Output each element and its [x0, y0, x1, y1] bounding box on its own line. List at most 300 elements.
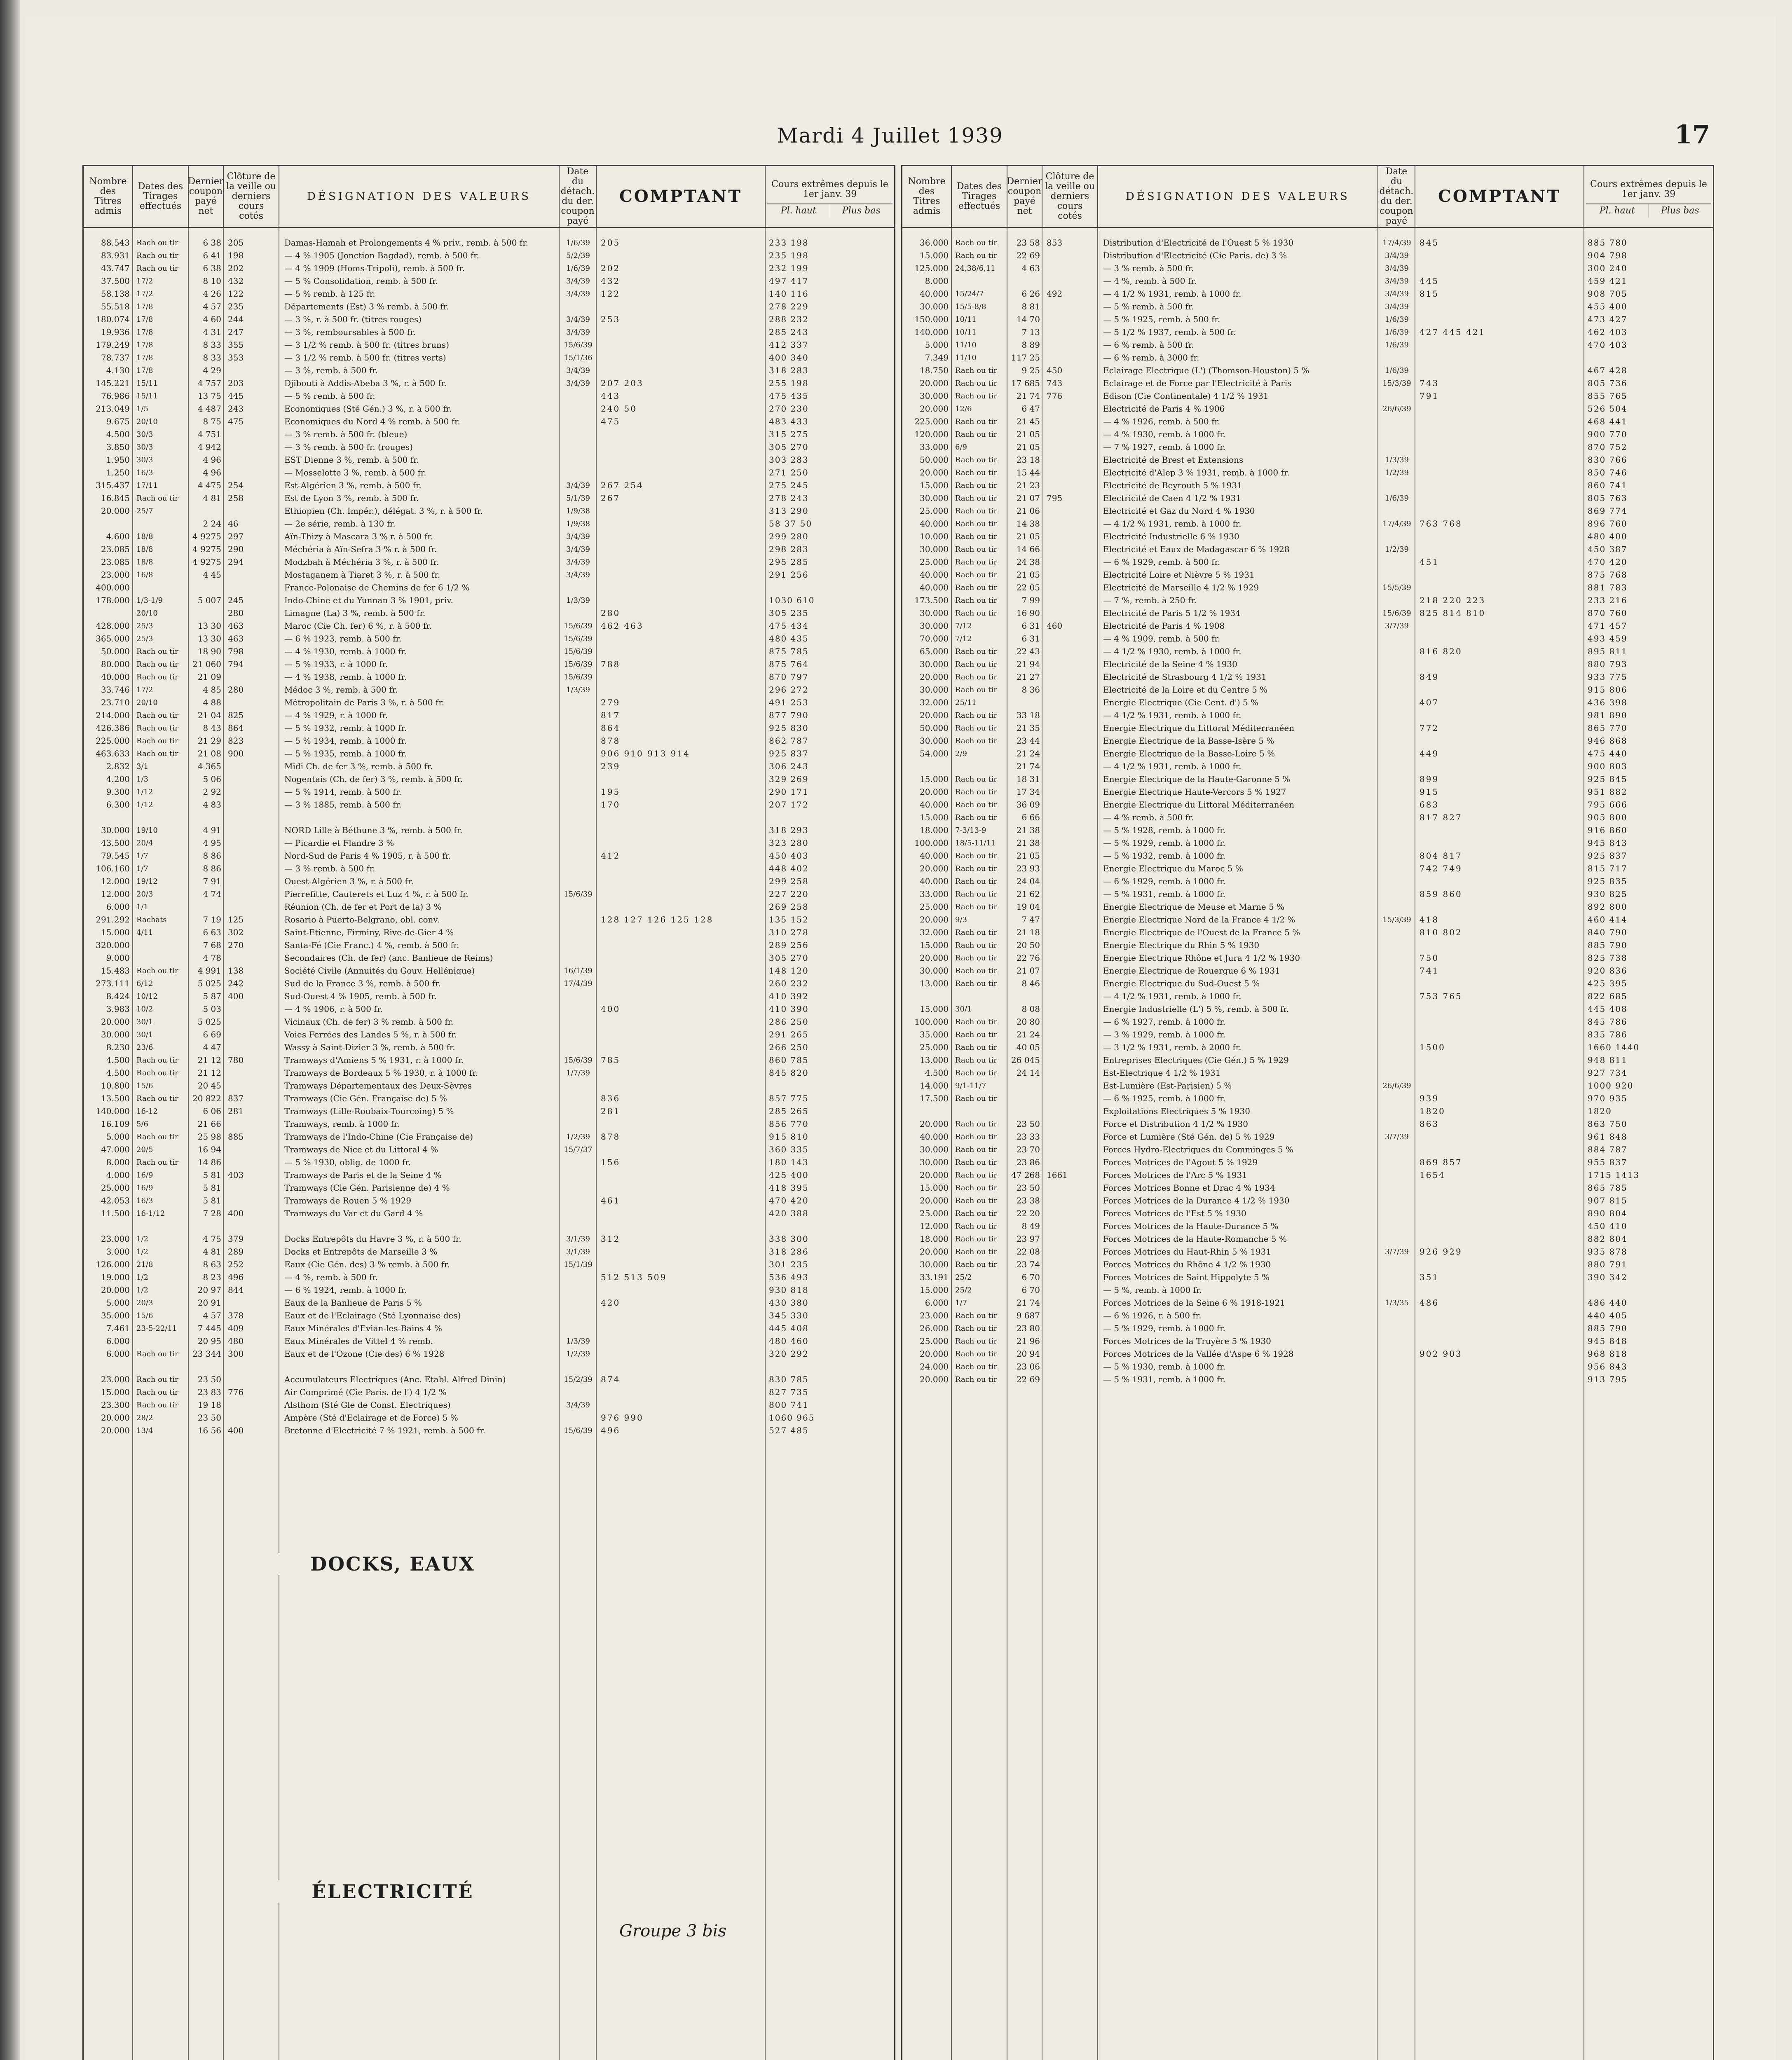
- cell-detach: [560, 1169, 597, 1182]
- cell-detach: [560, 1412, 597, 1424]
- table-row: [84, 620, 894, 632]
- cell-dates: 12/6: [955, 405, 972, 413]
- cell-designation: Docks et Entrepôts de Marseille 3 %: [284, 1247, 438, 1257]
- cell-extremes: 845 786: [1588, 1017, 1628, 1027]
- col-detach: Date du détach. du der. coupon payé: [1378, 166, 1415, 227]
- cell-coupon: 8 63: [203, 1259, 221, 1269]
- cell-extremes: 930 825: [1588, 889, 1628, 899]
- cell-detach: [1378, 1143, 1415, 1156]
- cell-extremes: 450 387: [1588, 544, 1628, 554]
- cell-designation: — 4 % 1929, r. à 1000 fr.: [284, 710, 388, 720]
- cell-cloture: 297: [228, 531, 244, 541]
- cell-designation: [279, 1220, 560, 1233]
- cell-detach: [1378, 747, 1415, 760]
- cell-comptant: 788: [601, 659, 621, 669]
- cell-coupon: 23 83: [197, 1387, 221, 1397]
- cell-extremes: 795 666: [1588, 800, 1628, 810]
- cell-comptant: 902 903: [1420, 1349, 1462, 1359]
- cell-dates: 17/2: [136, 686, 153, 694]
- cell-comptant: 312: [601, 1234, 621, 1244]
- cell-nombre: 179.249: [96, 340, 130, 350]
- cell-coupon: 8 49: [1021, 1221, 1040, 1231]
- cell-dates: Rach ou tir: [955, 903, 997, 911]
- cell-comptant: 836: [601, 1093, 621, 1103]
- cell-comptant: 420: [601, 1298, 621, 1308]
- cell-dates: Rach ou tir: [955, 430, 997, 439]
- col-nombre: Nombre des Titres admis: [902, 166, 952, 227]
- cell-dates: 11/10: [955, 353, 977, 362]
- cell-nombre: 30.000: [101, 825, 130, 835]
- cell-extremes: 233 198: [769, 238, 809, 248]
- cell-coupon: 6 47: [1021, 404, 1040, 414]
- cell-comptant: 122: [601, 289, 621, 299]
- cell-cloture: 300: [228, 1349, 244, 1359]
- cell-detach: [1378, 632, 1415, 645]
- cell-detach: 15/6/39: [564, 1056, 593, 1065]
- table-row: [902, 658, 1713, 671]
- cell-comptant: [1415, 1079, 1584, 1092]
- cell-detach: [560, 952, 597, 964]
- table-row: [84, 1003, 894, 1016]
- cell-cloture: [224, 760, 279, 773]
- cell-coupon: 21 24: [1016, 1030, 1040, 1039]
- cell-extremes: 925 830: [769, 723, 809, 733]
- cell-designation: Mostaganem à Tiaret 3 %, r. à 500 fr.: [284, 570, 440, 580]
- cell-coupon: 20 80: [1016, 1017, 1040, 1027]
- cell-detach: [1378, 1373, 1415, 1386]
- cell-detach: 1/3/39: [566, 596, 590, 605]
- cell-nombre: 30.000: [920, 302, 949, 311]
- cell-extremes: 480 400: [1588, 531, 1628, 541]
- cell-cloture: 780: [228, 1055, 244, 1065]
- table-row: [84, 1297, 894, 1309]
- table-row: [902, 1284, 1713, 1297]
- cell-comptant: [597, 1041, 766, 1054]
- cell-dates: Rach ou tir: [955, 979, 997, 988]
- cell-nombre: [902, 990, 952, 1003]
- cell-nombre: 100.000: [914, 1017, 949, 1027]
- col-dates: Dates des Tirages effectués: [952, 166, 1007, 227]
- cell-detach: [1378, 901, 1415, 913]
- cell-coupon: 22 76: [1016, 953, 1040, 963]
- cell-nombre: 33.000: [920, 442, 949, 452]
- col-plus-haut: Pl. haut: [767, 204, 830, 218]
- cell-detach: [1378, 1003, 1415, 1016]
- cell-extremes: 1000 920: [1588, 1081, 1634, 1091]
- table-row: [902, 249, 1713, 262]
- cell-nombre: 11.500: [101, 1208, 130, 1218]
- cell-designation: Aïn-Thizy à Mascara 3 % r. à 500 fr.: [284, 531, 433, 541]
- cell-coupon: 21 74: [1016, 1298, 1040, 1308]
- cell-extremes: 497 417: [769, 276, 809, 286]
- cell-comptant: [1415, 1309, 1584, 1322]
- cell-cloture: [1042, 607, 1098, 620]
- cell-cloture: 289: [228, 1247, 244, 1257]
- cell-coupon: 23 50: [197, 1413, 221, 1423]
- cell-detach: [1378, 1156, 1415, 1169]
- cell-dates: 13/4: [136, 1426, 153, 1435]
- cell-detach: [560, 1105, 597, 1118]
- table-row: [84, 466, 894, 479]
- cell-cloture: [1042, 875, 1098, 888]
- cell-designation: Forces Motrices du Haut-Rhin 5 % 1931: [1103, 1247, 1272, 1257]
- table-row: [902, 313, 1713, 326]
- cell-extremes: 315 275: [769, 429, 809, 439]
- cell-dates: Rach ou tir: [136, 1069, 178, 1077]
- cell-extremes: 275 245: [769, 480, 809, 490]
- cell-cloture: [224, 1067, 279, 1079]
- cell-cloture: [1042, 913, 1098, 926]
- cell-comptant: [597, 875, 766, 888]
- cell-nombre: 20.000: [920, 1247, 949, 1257]
- table-row: [84, 964, 894, 977]
- cell-cloture: [224, 875, 279, 888]
- cell-cloture: 776: [228, 1387, 244, 1397]
- cell-extremes: 915 810: [769, 1132, 809, 1142]
- cell-cloture: [224, 696, 279, 709]
- cell-extremes: 857 775: [769, 1093, 809, 1103]
- cell-designation: Energie Electrique Nord de la France 4 1/2 %: [1103, 915, 1295, 925]
- cell-cloture: [1042, 1348, 1098, 1360]
- cell-coupon: 4 942: [197, 442, 221, 452]
- cell-coupon: 4 47: [203, 1042, 221, 1052]
- table-row: [902, 339, 1713, 351]
- cell-extremes: 905 800: [1588, 812, 1628, 822]
- cell-dates: 15/11: [136, 392, 158, 400]
- cell-dates: Rach ou tir: [955, 1196, 997, 1205]
- cell-nombre: 12.000: [101, 889, 130, 899]
- table-row: [902, 517, 1713, 530]
- cell-detach: [560, 760, 597, 773]
- binding-gutter: [0, 0, 20, 2060]
- cell-dates: 20/10: [136, 417, 158, 426]
- cell-designation: Electricité et Eaux de Madagascar 6 % 1928: [1103, 544, 1290, 554]
- cell-detach: 3/4/39: [566, 277, 590, 286]
- cell-cloture: 122: [228, 289, 244, 299]
- cell-extremes: 425 395: [1588, 978, 1628, 988]
- table-row: [84, 581, 894, 594]
- cell-designation: Electricité de Beyrouth 5 % 1931: [1103, 480, 1242, 490]
- cell-extremes: 450 403: [769, 851, 809, 861]
- cell-comptant: [597, 939, 766, 952]
- cell-designation: — 5 % 1925, remb. à 500 fr.: [1103, 314, 1220, 324]
- cell-detach: 3/4/39: [566, 328, 590, 337]
- cell-extremes: 180 143: [769, 1157, 809, 1167]
- cell-extremes: 390 342: [1588, 1272, 1628, 1282]
- table-row: [84, 1322, 894, 1335]
- cell-designation: Rosario à Puerto-Belgrano, obl. conv.: [284, 915, 440, 925]
- cell-coupon: 22 05: [1016, 583, 1040, 592]
- cell-nombre: 6.000: [106, 1349, 130, 1359]
- cell-designation: Eclairage et de Force par l'Electricité à Paris: [1103, 378, 1292, 388]
- cell-extremes: 303 283: [769, 455, 809, 465]
- table-row: [84, 862, 894, 875]
- table-row: [84, 747, 894, 760]
- cell-extremes: 305 270: [769, 953, 809, 963]
- cell-nombre: 50.000: [920, 455, 949, 465]
- cell-cloture: [1042, 339, 1098, 351]
- cell-nombre: 120.000: [914, 429, 949, 439]
- cell-detach: [1378, 1360, 1415, 1373]
- table-row: [84, 1207, 894, 1220]
- cell-designation: Saint-Etienne, Firminy, Rive-de-Gier 4 %: [284, 927, 454, 937]
- cell-coupon: 13 30: [197, 621, 221, 631]
- cell-detach: 3/4/39: [1385, 290, 1409, 298]
- cell-detach: [1378, 415, 1415, 428]
- cell-designation: — 4 1/2 % 1930, remb. à 1000 fr.: [1103, 646, 1242, 656]
- cell-nombre: 20.000: [920, 672, 949, 682]
- cell-nombre: 9.675: [106, 417, 130, 426]
- cell-extremes: 880 793: [1588, 659, 1628, 669]
- table-row: [902, 364, 1713, 377]
- cell-designation: Edison (Cie Continentale) 4 1/2 % 1931: [1103, 391, 1269, 401]
- cell-coupon: 21 74: [1016, 391, 1040, 401]
- cell-comptant: [597, 466, 766, 479]
- cell-coupon: 19 18: [197, 1400, 221, 1410]
- cell-coupon: 23 18: [1016, 455, 1040, 465]
- cell-detach: 3/7/39: [1385, 1133, 1409, 1141]
- cell-coupon: 21 06: [1016, 506, 1040, 516]
- cell-cloture: [1042, 1271, 1098, 1284]
- cell-cloture: [1042, 709, 1098, 722]
- cell-detach: [1378, 1169, 1415, 1182]
- cell-extremes: 884 787: [1588, 1145, 1628, 1154]
- cell-extremes: 945 848: [1588, 1336, 1628, 1346]
- cell-detach: [1378, 1067, 1415, 1079]
- cell-designation: Bretonne d'Electricité 7 % 1921, remb. à 500 fr.: [284, 1426, 486, 1435]
- cell-cloture: [1042, 671, 1098, 684]
- cell-designation: Tramways du Var et du Gard 4 %: [284, 1208, 423, 1218]
- cell-detach: [560, 1003, 597, 1016]
- cell-coupon: 4 57: [203, 1311, 221, 1320]
- cell-nombre: 30.000: [920, 544, 949, 554]
- cell-extremes: 295 285: [769, 557, 809, 567]
- cell-designation: — 5 % remb. à 500 fr.: [284, 391, 375, 401]
- cell-extremes: 296 272: [769, 685, 809, 695]
- cell-designation: Force et Lumière (Sté Gén. de) 5 % 1929: [1103, 1132, 1275, 1142]
- cell-nombre: 30.000: [920, 621, 949, 631]
- cell-nombre: 50.000: [920, 723, 949, 733]
- cell-comptant: [597, 1182, 766, 1194]
- cell-detach: 1/2/39: [566, 1133, 590, 1141]
- cell-designation: — 5 % 1933, r. à 1000 fr.: [284, 659, 388, 669]
- cell-nombre: 18.000: [920, 825, 949, 835]
- cell-coupon: 4 31: [203, 327, 221, 337]
- cell-detach: [1378, 850, 1415, 862]
- cell-nombre: 23.300: [101, 1400, 130, 1410]
- cell-extremes: 875 785: [769, 646, 809, 656]
- cell-detach: 15/3/39: [1382, 915, 1411, 924]
- cell-dates: 3/1: [136, 762, 148, 771]
- cell-cloture: [1042, 837, 1098, 850]
- cell-cloture: [1042, 658, 1098, 671]
- cell-designation: — 5 % 1930, oblig. de 1000 fr.: [284, 1157, 411, 1167]
- cell-designation: Voies Ferrées des Landes 5 %, r. à 500 fr.: [284, 1030, 457, 1039]
- cell-coupon: 8 23: [203, 1272, 221, 1282]
- cell-coupon: 5 03: [203, 1004, 221, 1014]
- table-row: [902, 1194, 1713, 1207]
- cell-extremes: 310 278: [769, 927, 809, 937]
- cell-cloture: [1042, 403, 1098, 415]
- cell-nombre: 24.000: [920, 1362, 949, 1372]
- cell-comptant: 281: [601, 1106, 621, 1116]
- cell-dates: Rach ou tir: [955, 801, 997, 809]
- cell-nombre: 43.747: [101, 263, 130, 273]
- cell-dates: Rach ou tir: [955, 468, 997, 477]
- cell-extremes: 300 240: [1588, 263, 1628, 273]
- cell-cloture: [224, 1079, 279, 1092]
- cell-cloture: 244: [228, 314, 244, 324]
- cell-extremes: 822 685: [1588, 991, 1628, 1001]
- cell-comptant: [1415, 735, 1584, 747]
- cell-coupon: 21 27: [1016, 672, 1040, 682]
- cell-coupon: 4 9275: [192, 557, 221, 567]
- cell-cloture: 243: [228, 404, 244, 414]
- table-row: [902, 1054, 1713, 1067]
- table-row: [902, 722, 1713, 735]
- cell-designation: — 5 % 1931, remb. à 1000 fr.: [1103, 889, 1225, 899]
- cell-dates: Rach ou tir: [955, 788, 997, 796]
- cell-designation: Distribution d'Electricité (Cie Paris. de) 3 %: [1103, 250, 1287, 260]
- cell-dates: Rach ou tir: [955, 417, 997, 426]
- cell-dates: 30/3: [136, 430, 153, 439]
- cell-designation: Ethiopien (Ch. Impér.), délégat. 3 %, r. à 500 fr.: [284, 506, 483, 516]
- cell-coupon: [189, 581, 224, 594]
- cell-extremes: 425 400: [769, 1170, 809, 1180]
- cell-extremes: 318 293: [769, 825, 809, 835]
- cell-cloture: 496: [228, 1272, 244, 1282]
- cell-dates: Rach ou tir: [955, 1171, 997, 1180]
- cell-coupon: 4 9275: [192, 544, 221, 554]
- cell-comptant: [1415, 1182, 1584, 1194]
- cell-nombre: 13.000: [920, 978, 949, 988]
- cell-cloture: [1042, 1143, 1098, 1156]
- cell-comptant: [1415, 530, 1584, 543]
- cell-extremes: 313 290: [769, 506, 809, 516]
- cell-extremes: 968 818: [1588, 1349, 1628, 1359]
- cell-dates: 18/5-11/11: [955, 839, 996, 847]
- table-row: [84, 479, 894, 492]
- cell-dates: 15/6: [136, 1082, 153, 1090]
- cell-extremes: 881 783: [1588, 583, 1628, 592]
- cell-comptant: [597, 1322, 766, 1335]
- cell-nombre: 5.000: [106, 1298, 130, 1308]
- cell-nombre: 20.000: [920, 953, 949, 963]
- cell-comptant: [1415, 658, 1584, 671]
- table-row: [902, 684, 1713, 696]
- cell-cloture: 353: [228, 353, 244, 363]
- cell-nombre: 30.000: [920, 966, 949, 976]
- cell-nombre: 20.000: [920, 468, 949, 478]
- cell-nombre: 54.000: [920, 749, 949, 758]
- cell-coupon: 6 66: [1021, 812, 1040, 822]
- cell-nombre: 18.000: [920, 1234, 949, 1244]
- cell-comptant: 753 765: [1420, 991, 1462, 1001]
- cell-designation: Tramways (Cie Gén. Française de) 5 %: [284, 1093, 447, 1103]
- cell-dates: Rach ou tir: [955, 596, 997, 605]
- cell-comptant: [597, 773, 766, 786]
- cell-coupon: 20 95: [197, 1336, 221, 1346]
- table-row: [84, 594, 894, 607]
- cell-extremes: 318 286: [769, 1247, 809, 1257]
- cell-cloture: [1042, 275, 1098, 288]
- cell-nombre: 4.000: [106, 1170, 130, 1180]
- cell-coupon: [189, 901, 224, 913]
- cell-cloture: [1042, 1373, 1098, 1386]
- table-row: [902, 696, 1713, 709]
- cell-designation: Forces Motrices de la Truyère 5 % 1930: [1103, 1336, 1271, 1346]
- cell-dates: Rach ou tir: [955, 379, 997, 388]
- cell-designation: — 6 % remb. à 3000 fr.: [1103, 353, 1199, 363]
- cell-cloture: 205: [228, 238, 244, 248]
- table-row: [84, 364, 894, 377]
- cell-comptant: [597, 1245, 766, 1258]
- cell-dates: [133, 1220, 189, 1233]
- cell-cloture: [224, 1194, 279, 1207]
- cell-comptant: [1415, 620, 1584, 632]
- cell-coupon: 21 04: [197, 710, 221, 720]
- cell-detach: 3/4/39: [566, 532, 590, 541]
- cell-extremes: 933 775: [1588, 672, 1628, 682]
- cell-comptant: [1415, 364, 1584, 377]
- cell-dates: [133, 581, 189, 594]
- cell-dates: Rach ou tir: [136, 1094, 178, 1103]
- cell-nombre: 173.500: [914, 595, 949, 605]
- cell-comptant: [597, 339, 766, 351]
- cell-coupon: 19 04: [1016, 902, 1040, 912]
- cell-coupon: 4 81: [203, 1247, 221, 1257]
- cell-designation: Electricité de Paris 4 % 1906: [1103, 404, 1225, 414]
- cell-detach: [560, 875, 597, 888]
- cell-detach: [560, 1194, 597, 1207]
- cell-designation: Santa-Fé (Cie Franc.) 4 %, remb. à 500 fr.: [284, 940, 459, 950]
- cell-nombre: 20.000: [920, 1374, 949, 1384]
- cell-comptant: [597, 454, 766, 466]
- cell-nombre: 15.000: [920, 774, 949, 784]
- cell-dates: Rach ou tir: [955, 967, 997, 975]
- cell-comptant: 772: [1420, 723, 1439, 733]
- cell-dates: 9/1-11/7: [955, 1082, 986, 1090]
- cell-coupon: 21 05: [1016, 429, 1040, 439]
- table-row: [84, 1131, 894, 1143]
- cell-extremes: 291 256: [769, 570, 809, 580]
- cell-comptant: 899: [1420, 774, 1439, 784]
- cell-designation: Energie Industrielle (L') 5 %, remb. à 500 fr.: [1103, 1004, 1289, 1014]
- cell-nombre: 70.000: [920, 634, 949, 644]
- cell-designation: Economiques du Nord 4 % remb. à 500 fr.: [284, 417, 460, 426]
- table-row: [902, 1297, 1713, 1309]
- cell-nombre: 16.109: [101, 1119, 130, 1129]
- table-row: [84, 1309, 894, 1322]
- cell-comptant: 683: [1420, 800, 1439, 810]
- cell-extremes: 825 738: [1588, 953, 1628, 963]
- cell-dates: Rach ou tir: [955, 1337, 997, 1346]
- cell-extremes: 305 235: [769, 608, 809, 618]
- table-row: [84, 262, 894, 275]
- cell-detach: [560, 1207, 597, 1220]
- cell-extremes: 856 770: [769, 1119, 809, 1129]
- left-rows: [84, 228, 894, 2060]
- table-row: [84, 913, 894, 926]
- cell-cloture: 203: [228, 378, 244, 388]
- cell-coupon: 4 365: [197, 761, 221, 771]
- cell-coupon: 4 991: [197, 966, 221, 976]
- table-row: [84, 1245, 894, 1258]
- cell-comptant: [1415, 1131, 1584, 1143]
- cell-coupon: 21 07: [1016, 966, 1040, 976]
- cell-extremes: 410 390: [769, 1004, 809, 1014]
- cell-coupon: [189, 1220, 224, 1233]
